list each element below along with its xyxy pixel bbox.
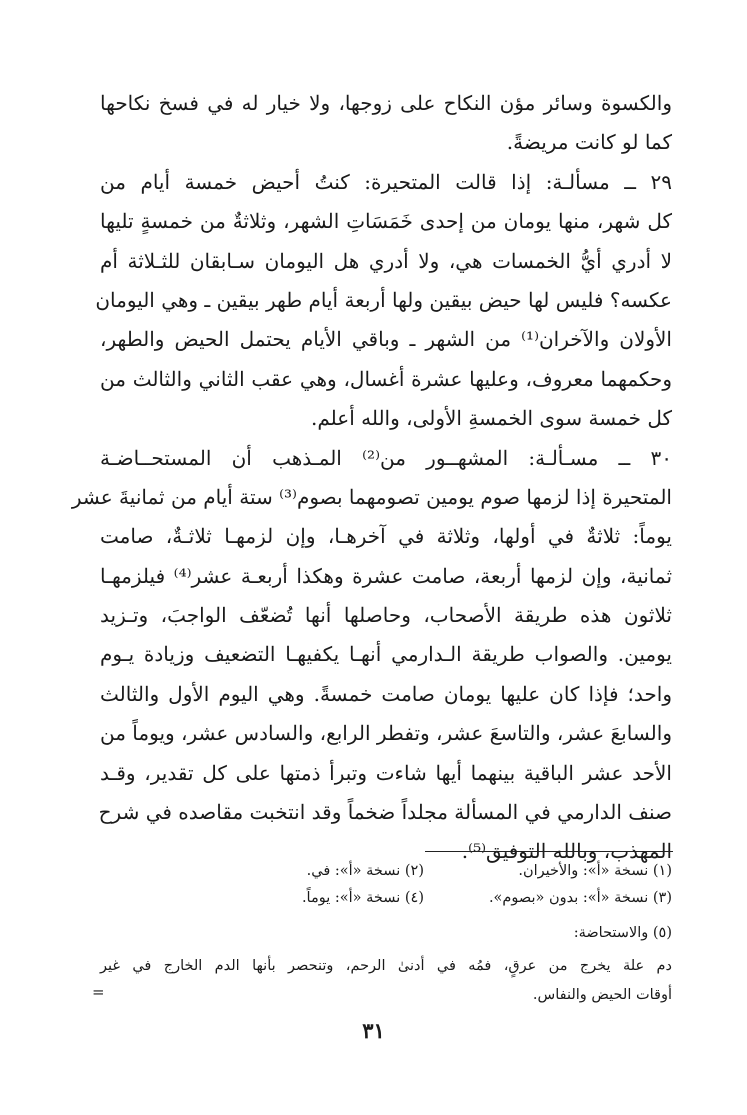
page-number: ٣١: [362, 1018, 385, 1043]
continuation-mark: =: [92, 983, 105, 1001]
text-line: صنف الدارمي في المسألة مجلداً ضخماً وقد انتخبت مقاصده في شرح: [98, 800, 672, 825]
text-line: والسابعَ عشر، والتاسعَ عشر، وتفطر الرابع، والسادس عشر، ويوماً من: [100, 721, 672, 746]
text-line: واحد؛ فإذا كان عليها يومان صامت خمسةً. وهي اليوم الأول والثالث: [100, 681, 672, 706]
footnote-2: (٢) نسخة «أ»: في.: [306, 863, 424, 879]
footnote-separator: [425, 851, 673, 852]
text-line: كل شهر، منها يومان من إحدى خَمَسَاتِ الشهر، وثلاثةٌ من خمسةٍ تليها: [100, 209, 672, 234]
footnote-4: (٤) نسخة «أ»: يوماً.: [301, 890, 424, 906]
text-line: ثلاثون هذه طريقة الأصحاب، وحاصلها أنها تُضعّف الواجبَ، وتـزيد: [100, 603, 672, 628]
text-line: كما لو كانت مريضةً.: [506, 130, 672, 155]
main-text: [71, 84, 673, 872]
text-line: كل خمسة سوى الخمسةِ الأولى، والله أعلم.: [310, 406, 672, 431]
footnote-line: أوقات الحيض والنفاس.: [532, 987, 672, 1003]
footnote-5-text: [100, 952, 672, 1010]
text-line: يوماً: ثلاثةٌ في أولها، وثلاثة في آخرهـا، وإن لزمهـا ثلاثـةٌ، صامت: [100, 524, 672, 549]
text-line: ٢٩ ــ مسألـة: إذا قالت المتحيرة: كنتُ أحيض خمسة أيام من: [100, 169, 672, 194]
footnote-line: دم علة يخرج من عرقٍ، فمُه في أدنىٰ الرحم، وتنحصر بأنها الدم الخارج في غير: [100, 958, 672, 974]
text-line: يومين. والصواب طريقة الـدارمي أنهـا يكفيهـا التضعيف وزيادة يـوم: [100, 642, 672, 667]
text-line: الأحد عشر الباقية بينهما أيها شاءت وتبرأ ذمتها على كل تقدير، وقـد: [100, 760, 672, 785]
footnote-1: (١) نسخة «أ»: والأخيران.: [518, 863, 672, 879]
text-line: والكسوة وسائر مؤن النكاح على زوجها، ولا خيار له في فسخ نكاحها: [100, 91, 672, 115]
text-line: عكسه؟ فليس لها حيض بيقين ولها أربعة أيام طهر بيقين ـ وهي اليومان: [95, 287, 672, 312]
footnote-3: (٣) نسخة «أ»: بدون «بصوم».: [488, 890, 672, 906]
text-line: وحكمهما معروف، وعليها عشرة أغسال، وهي عقب الثاني والثالث من: [100, 366, 672, 391]
text-line: لا أدري أيُّ الخمسات هي، ولا أدري هل اليومان سـابقان للثـلاثة أم: [100, 248, 672, 273]
footnote-5: (٥) والاستحاضة:: [573, 925, 672, 941]
text-line: ٣٠ ــ مسـألـة: المشهــور من⁽²⁾ المـذهب أن المستحــاضـة: [100, 445, 672, 470]
text-line: المتحيرة إذا لزمها صوم يومين تصومهما بصوم⁽³⁾ ستة أيام من ثمانيةَ عشر: [71, 484, 672, 509]
text-line: ثمانية، وإن لزمها أربعة، صامت عشرة وهكذا أربعـة عشر⁽⁴⁾ فيلزمهـا: [100, 563, 673, 588]
text-line: المهذب، وبالله التوفيق⁽⁵⁾.: [461, 839, 672, 864]
text-line: الأولان والآخران⁽¹⁾ من الشهر ـ وباقي الأيام يحتمل الحيض والطهر،: [100, 327, 672, 352]
